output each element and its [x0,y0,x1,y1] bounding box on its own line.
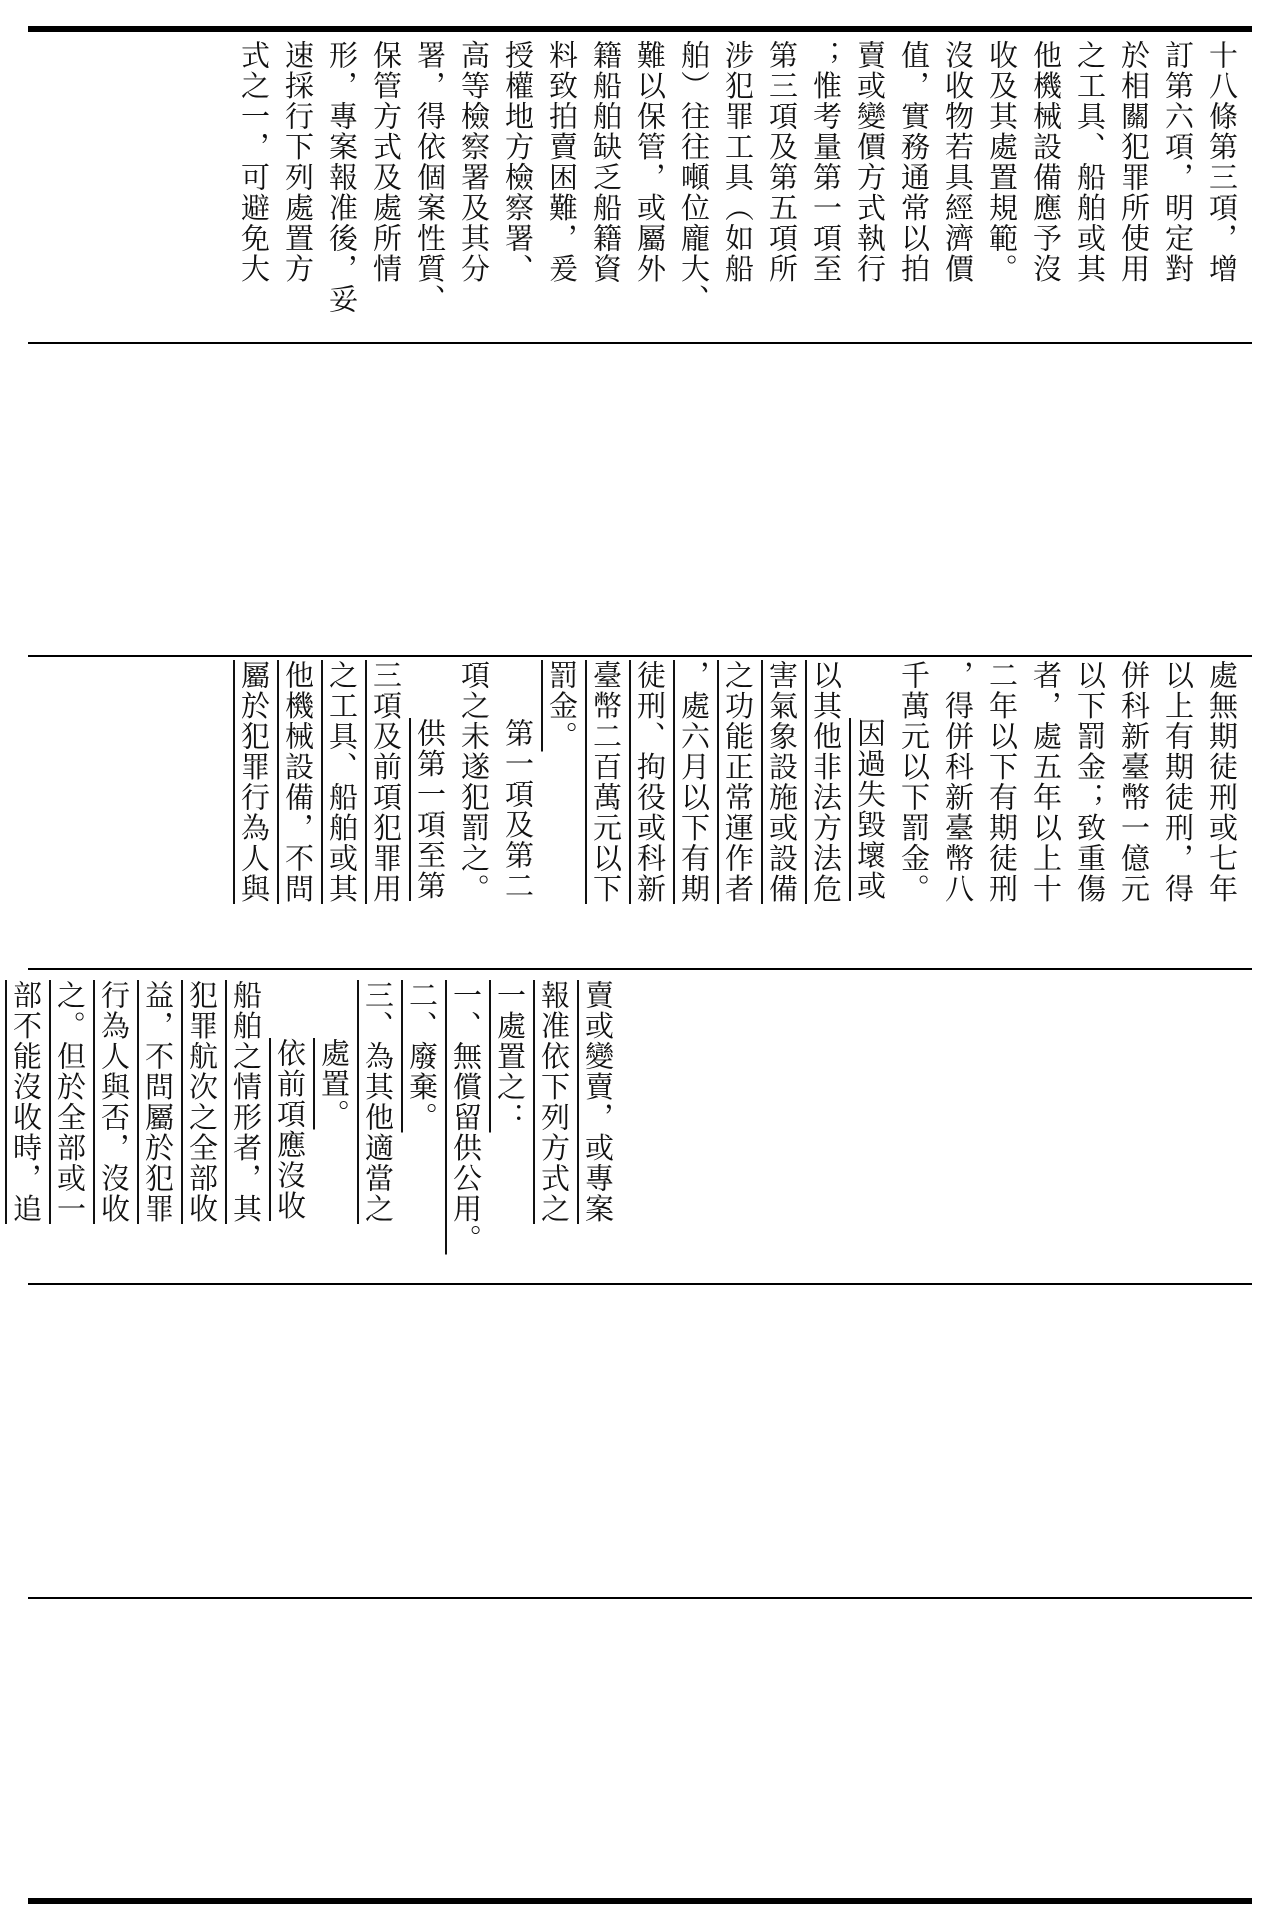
underlined-text-column [0,980,4,1280]
text-column: 之工具、船舶或其 [1073,40,1107,284]
explanation-text-block [0,40,1264,330]
underlined-text-column: 罰金。 [545,660,579,752]
underlined-text-column: 益，不問屬於犯罪 [141,980,175,1224]
text-column: 署，得依個案性質、 [413,40,447,315]
underlined-text-column: 賣或變賣，或專案 [581,980,615,1224]
underlined-text-column: 供第一項至第 [413,718,447,901]
underlined-text-column: 屬於犯罪行為人與 [237,660,271,904]
text-column: 速採行下列處置方 [281,40,315,284]
underlined-text-column: 二、廢棄。 [405,980,439,1133]
text-column: 項之未遂犯罰之。 [457,660,491,904]
text-column: 者，處五年以上十 [1029,660,1063,904]
underlined-text-column: 處置。 [317,1038,351,1130]
text-column: 授權地方檢察署、 [501,40,535,284]
text-column: 值，實務通常以拍 [897,40,931,284]
text-column: 十八條第三項，增 [1205,40,1239,284]
underlined-text-column: 之功能正常運作者 [721,660,755,904]
proposal-columns [0,980,620,1280]
text-column: 難以保管，或屬外 [633,40,667,284]
text-column: 賣或變價方式執行 [853,40,887,284]
divider-rule-4 [28,1283,1252,1285]
text-column: 涉犯罪工具（如船 [721,40,755,284]
top-border-rule [28,26,1252,32]
text-column: 以下罰金；致重傷 [1073,660,1107,904]
text-column: 第一項及第二 [501,718,535,901]
text-column: 沒收物若具經濟價 [941,40,975,284]
underlined-text-column: 報准依下列方式之 [537,980,571,1224]
text-column: 訂第六項，明定對 [1161,40,1195,284]
text-column: 舶）往往噸位龐大、 [677,40,711,315]
divider-rule-2 [28,655,1252,657]
divider-rule-5 [28,1597,1252,1599]
text-column: 他機械設備應予沒 [1029,40,1063,284]
underlined-text-column: 依前項應沒收 [273,1038,307,1221]
text-column: 第三項及第五項所 [765,40,799,284]
underlined-text-column: 一處置之： [493,980,527,1133]
text-column: 於相關犯罪所使用 [1117,40,1151,284]
underlined-text-column: 害氣象設施或設備 [765,660,799,904]
underlined-text-column: 船舶之情形者，其 [229,980,263,1224]
underlined-text-column: ，處六月以下有期 [677,660,711,904]
underlined-text-column: 徒刑、拘役或科新 [633,660,667,904]
amended-article-columns [232,660,1244,960]
text-column: 式之一，可避免大 [237,40,271,284]
divider-rule-3 [28,968,1252,970]
divider-rule-1 [28,342,1252,344]
text-column: 高等檢察署及其分 [457,40,491,284]
text-column: 收及其處置規範。 [985,40,1019,284]
text-column: 保管方式及處所情 [369,40,403,284]
underlined-text-column: 一、無償留供公用。 [449,980,483,1255]
underlined-text-column: 他機械設備，不問 [281,660,315,904]
underlined-text-column: 以其他非法方法危 [809,660,843,904]
bottom-border-rule [28,1898,1252,1904]
text-column: 併科新臺幣一億元 [1117,660,1151,904]
underlined-text-column: 行為人與否，沒收 [97,980,131,1224]
text-column: 千萬元以下罰金。 [897,660,931,904]
underlined-text-column: 因過失毀壞或 [853,718,887,901]
underlined-text-column: 之工具、船舶或其 [325,660,359,904]
underlined-text-column: 三、為其他適當之 [361,980,395,1224]
text-column: 形，專案報准後，妥 [325,40,359,315]
explanation-columns [232,40,1244,330]
proposal-text-block [0,980,640,1280]
text-column: 料致拍賣困難，爰 [545,40,579,284]
text-column: 處無期徒刑或七年 [1205,660,1239,904]
text-column: 以上有期徒刑，得 [1161,660,1195,904]
text-column: ，得併科新臺幣八 [941,660,975,904]
amended-article-text-block [237,660,1264,960]
text-column: 二年以下有期徒刑 [985,660,1019,904]
underlined-text-column: 臺幣二百萬元以下 [589,660,623,904]
text-column: 籍船舶缺乏船籍資 [589,40,623,284]
underlined-text-column: 犯罪航次之全部收 [185,980,219,1224]
text-column: ；惟考量第一項至 [809,40,843,284]
underlined-text-column: 之。但於全部或一 [53,980,87,1224]
underlined-text-column: 三項及前項犯罪用 [369,660,403,904]
underlined-text-column: 部不能沒收時，追 [9,980,43,1224]
